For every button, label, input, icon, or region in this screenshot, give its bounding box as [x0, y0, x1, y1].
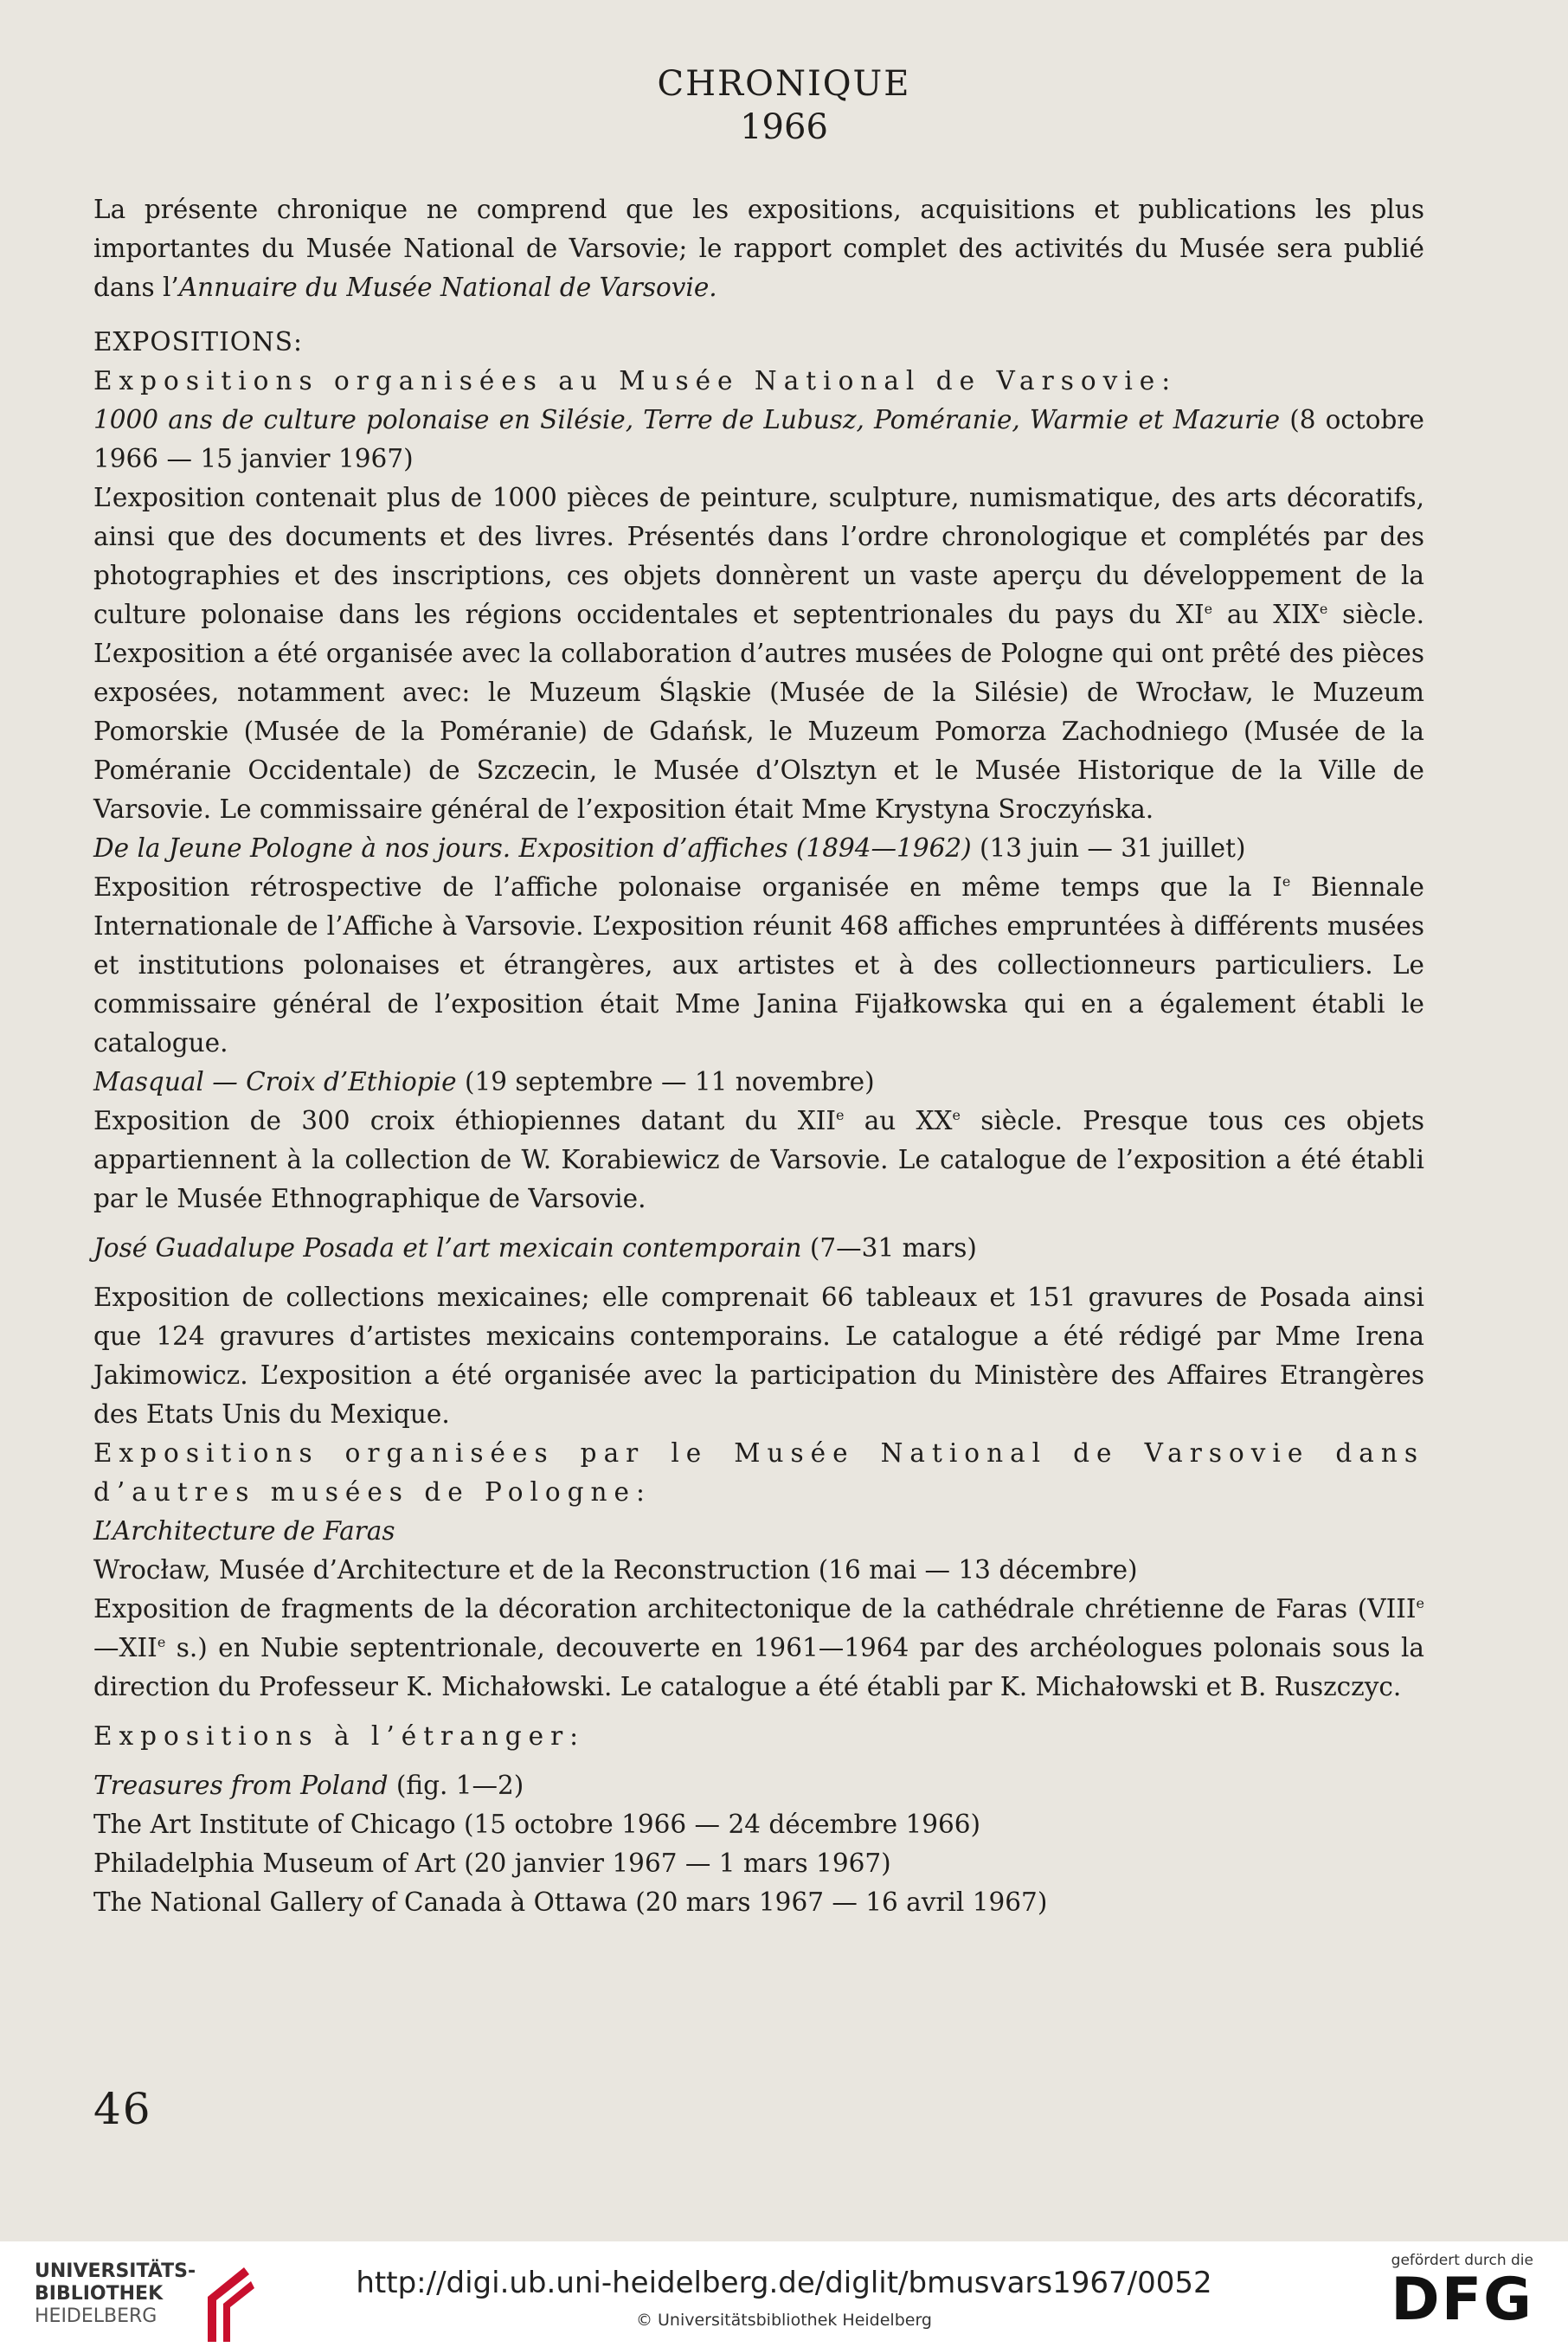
exhibition-title: Treasures from Poland (fig. 1—2)	[93, 1771, 524, 1800]
exhibition-venue: The National Gallery of Canada à Ottawa (20 mars 1967 — 16 avril 1967)	[93, 1887, 1048, 1917]
dfg-logo[interactable]	[1391, 2252, 1533, 2334]
page-header	[0, 62, 1568, 149]
exhibition-title: José Guadalupe Posada et l’art mexicain contemporain (7—31 mars)	[93, 1233, 977, 1263]
page-number: 46	[93, 2084, 152, 2134]
dfg-wordmark: DFG	[1391, 2266, 1533, 2334]
section-heading-expositions: EXPOSITIONS:	[93, 327, 303, 357]
exhibition-title: Masqual — Croix d’Ethiopie (19 septembre — 11 novembre)	[93, 1067, 875, 1096]
permalink-url[interactable]: http://digi.ub.uni-heidelberg.de/diglit/bmusvars1967/0052	[356, 2266, 1212, 2300]
exhibition-venue: The Art Institute of Chicago (15 octobre 1966 — 24 décembre 1966)	[93, 1810, 981, 1839]
exhibition-description: L’exposition contenait plus de 1000 pièces de peinture, sculpture, numismatique, des arts décoratifs, ainsi que des documents et des livres. Présentés dans l’ordre chronologique et complétés par des photographies et des inscriptions, ces objets donnèrent un vaste aperçu du développement de la culture polonaise dans les régions occidentales et septentrionales du pays du XIe au XIXe siècle. L’exposition a été organisée avec la collaboration d’autres musées de Pologne qui ont prêté des pièces exposées, notamment avec: le Muzeum Śląskie (Musée de la Silésie) de Wrocław, le Muzeum Pomorskie (Musée de la Poméranie) de Gdańsk, le Muzeum Pomorza Zachodniego (Musée de la Poméranie Occidentale) de Szczecin, le Musée d’Olsztyn et le Musée Historique de la Ville de Varsovie. Le commissaire général de l’exposition était Mme Krystyna Sroczyńska.	[93, 483, 1425, 824]
digitization-footer	[0, 2241, 1568, 2347]
subsection-heading-autres: Expositions organisées par le Musée National de Varsovie dans d’autres musées de Pologne:	[93, 1438, 1424, 1507]
copyright-notice: © Universitätsbibliothek Heidelberg	[635, 2311, 932, 2330]
exhibition-description: Exposition rétrospective de l’affiche polonaise organisée en même temps que la Ie Biennale Internationale de l’Affiche à Varsovie. L’exposition réunit 468 affiches empruntées à différents musées et institutions polonaises et étrangères, aux artistes et à des collectionneurs particuliers. Le commissaire général de l’exposition était Mme Janina Fijałkowska qui en a également établi le catalogue.	[93, 872, 1424, 1058]
library-name-line1: UNIVERSITÄTS-	[35, 2260, 196, 2282]
exhibition-venue: Wrocław, Musée d’Architecture et de la Reconstruction (16 mai — 13 décembre)	[93, 1555, 1138, 1585]
exhibition-description: Exposition de 300 croix éthiopiennes datant du XIIe au XXe siècle. Presque tous ces objets appartiennent à la collection de W. Korabiewicz de Varsovie. Le catalogue de l’exposition a été établi par le Musée Ethnographique de Varsovie.	[93, 1106, 1424, 1213]
library-name-line3: HEIDELBERG	[35, 2305, 157, 2327]
funded-by-label: gefördert durch die	[1391, 2252, 1533, 2269]
subsection-heading-musee: Expositions organisées au Musée National de Varsovie:	[93, 366, 1178, 395]
exhibition-title: 1000 ans de culture polonaise en Silésie, Terre de Lubusz, Poméranie, Warmie et Mazurie (8 octobre 1966 — 15 janvier 1967)	[93, 405, 1424, 473]
exhibition-venue: Philadelphia Museum of Art (20 janvier 1967 — 1 mars 1967)	[93, 1849, 891, 1878]
chronicle-body	[93, 190, 1424, 1922]
page-title: CHRONIQUE	[657, 64, 911, 104]
library-name-line2: BIBLIOTHEK	[35, 2283, 164, 2305]
exhibition-description: Exposition de fragments de la décoration architectonique de la cathédrale chrétienne de Faras (VIIIe—XIIe s.) en Nubie septentrionale, decouverte en 1961—1964 par des archéologues polonais sous la direction du Professeur K. Michałowski. Le catalogue a été établi par K. Michałowski et B. Ruszczyc.	[93, 1594, 1424, 1701]
exhibition-description: Exposition de collections mexicaines; elle comprenait 66 tableaux et 151 gravures de Posada ainsi que 124 gravures d’artistes mexicains contemporains. Le catalogue a été rédigé par Mme Irena Jakimowicz. L’exposition a été organisée avec la participation du Ministère des Affaires Etrangères des Etats Unis du Mexique.	[93, 1283, 1424, 1429]
subsection-heading-etranger: Expositions à l’étranger:	[93, 1721, 586, 1751]
intro-paragraph: La présente chronique ne comprend que les expositions, acquisitions et publications les plus importantes du Musée National de Varsovie; le rapport complet des activités du Musée sera publié dans l’Annuaire du Musée National de Varsovie.	[93, 195, 1424, 302]
exhibition-title: L’Architecture de Faras	[93, 1516, 395, 1546]
page-year: 1966	[740, 107, 828, 147]
exhibition-title: De la Jeune Pologne à nos jours. Exposition d’affiches (1894—1962) (13 juin — 31 juillet)	[93, 833, 1246, 863]
